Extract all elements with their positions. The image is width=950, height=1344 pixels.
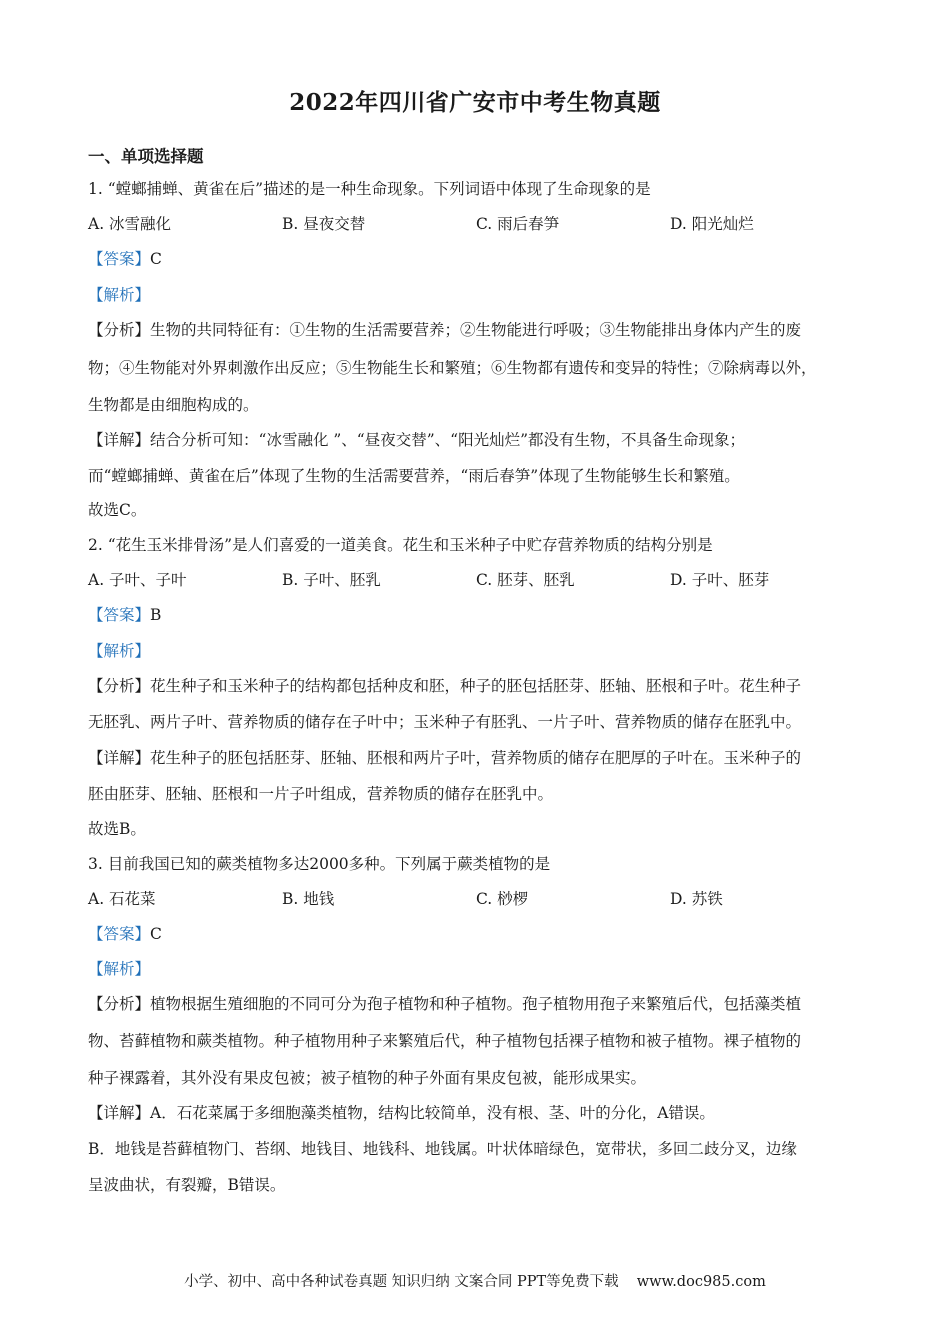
option-c: C. 胚芽、胚乳: [476, 571, 575, 589]
analysis-line: 物；④生物能对外界刺激作出反应；⑤生物能生长和繁殖；⑥生物都有遗传和变异的特性；⑦除病毒以外，: [88, 359, 817, 377]
analysis-line: [88, 674, 801, 696]
detail-line: 呈波曲状，有裂瓣，B错误。: [88, 1176, 286, 1194]
question-1-stem: 1. “螳螂捕蝉、黄雀在后”描述的是一种生命现象。下列词语中体现了生命现象的是: [88, 180, 651, 198]
question-1-answer: [88, 247, 162, 269]
detail-line: [88, 746, 801, 768]
footer-link[interactable]: www.doc985.com: [636, 1274, 766, 1290]
analysis-header: 【解析】: [88, 642, 151, 660]
analysis-text: 生物的共同特征有：①生物的生活需要营养；②生物能进行呼吸；③生物能排出身体内产生的废: [150, 321, 802, 339]
conclusion: 故选B。: [88, 820, 146, 838]
answer-value: B: [150, 606, 162, 624]
analysis-line: 种子裸露着，其外没有果皮包被；被子植物的种子外面有果皮包被，能形成果实。: [88, 1069, 647, 1087]
option-d: D. 苏铁: [670, 890, 723, 908]
question-2-answer: [88, 603, 161, 625]
option-b: B. 子叶、胚乳: [282, 571, 381, 589]
detail-line: [88, 1101, 715, 1123]
option-d: D. 子叶、胚芽: [670, 571, 770, 589]
detail-line: 而“螳螂捕蝉、黄雀在后”体现了生物的生活需要营养，“雨后春笋”体现了生物能够生长和繁殖。: [88, 467, 740, 485]
question-3-answer: [88, 922, 162, 944]
analysis-text: 花生种子和玉米种子的结构都包括种皮和胚，种子的胚包括胚芽、胚轴、胚根和子叶。花生种子: [150, 677, 802, 695]
option-a: A. 冰雪融化: [88, 215, 172, 233]
analysis-header: 【解析】: [88, 960, 151, 978]
detail-line: 胚由胚芽、胚轴、胚根和一片子叶组成，营养物质的储存在胚乳中。: [88, 785, 554, 803]
analysis-line: [88, 318, 801, 340]
detail-label: 【详解】: [88, 1104, 151, 1122]
page-title: 2022年四川省广安市中考生物真题: [289, 89, 661, 116]
detail-label: 【详解】: [88, 431, 151, 449]
detail-text: A．石花菜属于多细胞藻类植物，结构比较简单，没有根、茎、叶的分化，A错误。: [150, 1104, 715, 1122]
option-d: D. 阳光灿烂: [670, 215, 754, 233]
analysis-text: 植物根据生殖细胞的不同可分为孢子植物和种子植物。孢子植物用孢子来繁殖后代，包括藻类植: [150, 995, 802, 1013]
question-3-stem: 3. 目前我国已知的蕨类植物多达2000多种。下列属于蕨类植物的是: [88, 855, 551, 873]
option-a: A. 子叶、子叶: [88, 571, 187, 589]
analyze-label: 【分析】: [88, 677, 151, 695]
conclusion: 故选C。: [88, 501, 147, 519]
option-c: C. 雨后春笋: [476, 215, 560, 233]
section-heading: 一、单项选择题: [88, 147, 204, 166]
option-b: B. 地钱: [282, 890, 335, 908]
analysis-line: [88, 992, 801, 1014]
analysis-line: 物、苔藓植物和蕨类植物。种子植物用种子来繁殖后代，种子植物包括裸子植物和被子植物。裸子植物的: [88, 1032, 802, 1050]
analysis-line: 生物都是由细胞构成的。: [88, 396, 259, 414]
detail-line: B．地钱是苔藓植物门、苔纲、地钱目、地钱科、地钱属。叶状体暗绿色，宽带状，多回二歧分叉，边缘: [88, 1140, 797, 1158]
option-b: B. 昼夜交替: [282, 215, 366, 233]
question-2-stem: 2. “花生玉米排骨汤”是人们喜爱的一道美食。花生和玉米种子中贮存营养物质的结构分别是: [88, 536, 713, 554]
answer-value: C: [150, 250, 162, 268]
answer-value: C: [150, 925, 162, 943]
analyze-label: 【分析】: [88, 995, 151, 1013]
option-c: C. 桫椤: [476, 890, 529, 908]
detail-line: [88, 428, 745, 450]
answer-label: 【答案】: [88, 250, 151, 268]
answer-label: 【答案】: [88, 925, 151, 943]
detail-text: 结合分析可知：“冰雪融化 ”、“昼夜交替”、“阳光灿烂”都没有生物，不具备生命现象；: [150, 431, 745, 449]
analysis-header: 【解析】: [88, 286, 151, 304]
footer-text: 小学、初中、高中各种试卷真题 知识归纳 文案合同 PPT等免费下载: [184, 1274, 619, 1290]
answer-label: 【答案】: [88, 606, 151, 624]
analysis-line: 无胚乳、两片子叶、营养物质的储存在子叶中；玉米种子有胚乳、一片子叶、营养物质的储存在胚乳中。: [88, 713, 802, 731]
option-a: A. 石花菜: [88, 890, 156, 908]
detail-text: 花生种子的胚包括胚芽、胚轴、胚根和两片子叶，营养物质的储存在肥厚的子叶在。玉米种子的: [150, 749, 802, 767]
detail-label: 【详解】: [88, 749, 151, 767]
page-footer: [0, 1270, 950, 1291]
analyze-label: 【分析】: [88, 321, 151, 339]
